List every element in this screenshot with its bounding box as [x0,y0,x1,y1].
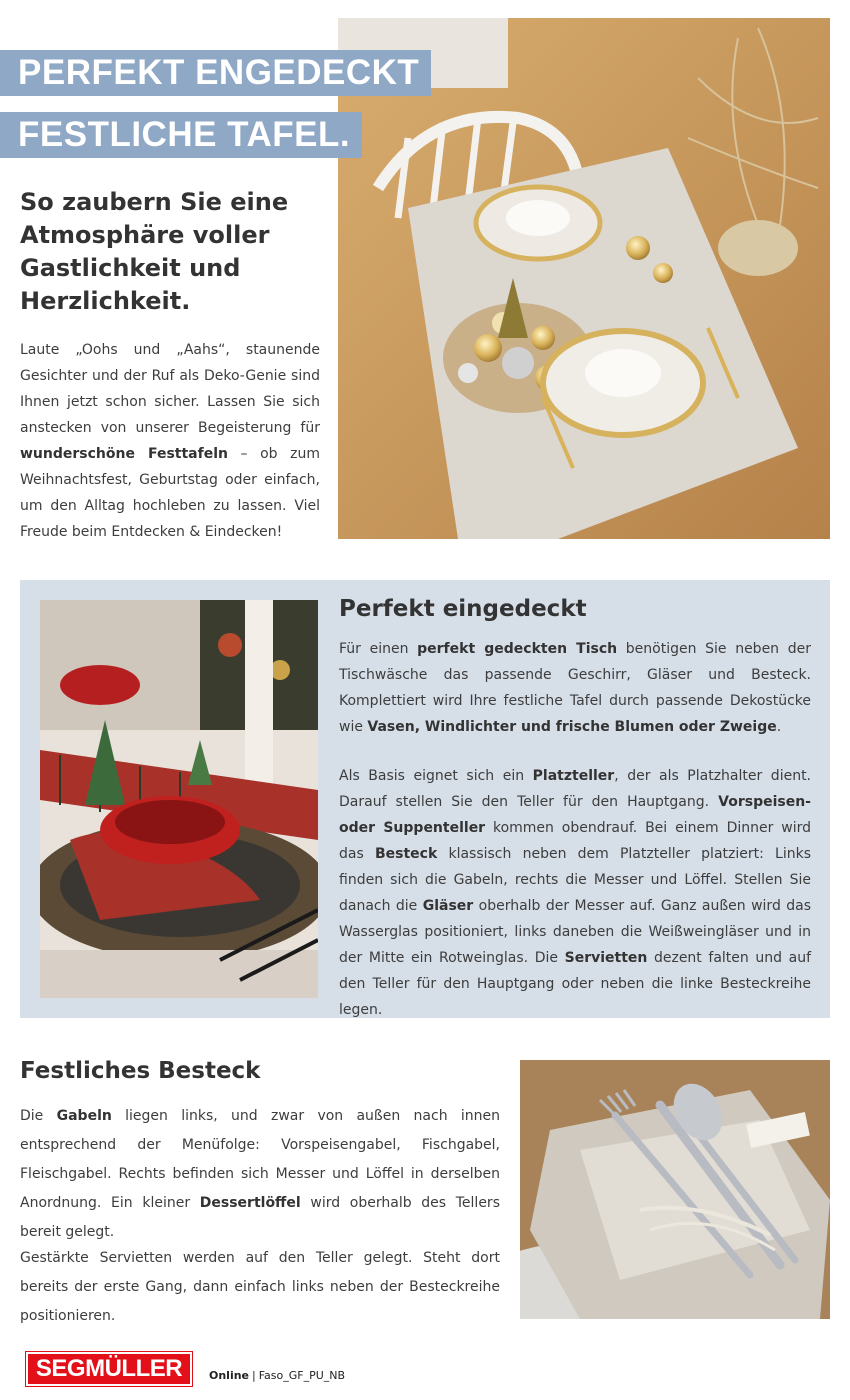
section2-heading: Perfekt eingedeckt [339,596,587,622]
bold-phrase: Vasen, Windlichter und frische Blumen oder Zweige [367,719,777,735]
headline-line-2: FESTLICHE TAFEL. [18,115,351,154]
bold-phrase: Besteck [374,846,438,862]
text-run: oberhalb der Messer auf. Ganz außen wird das Wasserglas positioniert, links daneben die Weißweingläser und in der Mitte ein Rotweinglas. Die [339,898,812,966]
intro-text-b: – ob zum Weihnachtsfest, Geburtstag oder einfach, um den Alltag hochleben zu lassen. Viel Freude beim Entdecken & Eindecken! [20,446,320,540]
intro-text-a: Laute „Oohs und „Aahs“, staunende Gesichter und der Ruf als Deko-Genie sind Ihnen jetzt schon sicher. Lassen Sie sich anstecken von unserer Begeisterung für [20,342,320,436]
table-setting-illustration [338,18,830,539]
segmueller-logo: SEGMÜLLER [26,1352,192,1386]
section2-paragraph-2 [339,763,811,1023]
text-run: Die [20,1108,57,1124]
footer-info [209,1369,345,1382]
headline-line-1: PERFEKT ENGEDECKT [18,53,420,92]
text-run: wird oberhalb des Tellers bereit gelegt. [20,1195,500,1240]
cutlery-photo [520,1060,830,1319]
bold-phrase: Gläser [422,898,474,914]
cutlery-illustration [520,1060,830,1319]
text-run: , der als Platzhalter dient. Darauf stellen Sie den Teller für den Hauptgang. [339,768,812,810]
text-run: Als Basis eignet sich ein [339,768,533,784]
bold-phrase: Platzteller [532,768,615,784]
section3-paragraph-1 [20,1102,500,1247]
section2-paragraph-1 [339,636,811,740]
footer-separator: | [252,1369,256,1382]
text-run: dezent falten und auf den Teller für den Hauptgang oder neben die linke Besteckreihe legen. [339,950,812,1018]
headline-banner-2 [0,112,362,158]
text-run: . [776,719,782,735]
red-dinnerware-illustration [40,600,318,998]
text-run: Für einen [339,641,418,657]
text-run: liegen links, und zwar von außen nach innen entsprechend der Menüfolge: Vorspeisengabel, Fischgabel, Fleischgabel. Rechts befinden sich Messer und Löffel in derselben Anordnung. Ein kleiner [20,1108,501,1211]
footer-code: Faso_GF_PU_NB [258,1369,346,1382]
headline-banner-1 [0,50,431,96]
bold-phrase: perfekt gedeckten Tisch [417,641,618,657]
intro-paragraph [20,337,320,545]
text-run: klassisch neben dem Platzteller platziert: Links finden sich die Gabeln, rechts die Messer und Löffel. Stellen Sie danach die [339,846,811,914]
red-dinnerware-photo [40,600,318,998]
footer-channel: Online [209,1369,250,1382]
section3-heading: Festliches Besteck [20,1058,261,1084]
bold-phrase: Servietten [564,950,648,966]
bold-phrase: Gabeln [56,1108,112,1124]
text-run: kommen obendrauf. Bei einem Dinner wird das [339,820,811,862]
intro-heading: So zaubern Sie eine Atmosphäre voller Gastlichkeit und Herzlichkeit. [20,188,289,315]
intro-text-bold: wunderschöne Festtafeln [20,446,228,462]
section3-paragraph-2 [20,1244,500,1331]
text-run: benötigen Sie neben der Tischwäsche das passende Geschirr, Gläser und Besteck. Komplettiert wird Ihre festliche Tafel durch passende Dekostücke wie [339,641,811,735]
bold-phrase: Vorspeisen- oder Suppenteller [339,794,811,836]
text-run: Gestärkte Servietten werden auf den Teller gelegt. Steht dort bereits der erste Gang, dann einfach links neben der Besteckreihe positionieren. [20,1250,500,1324]
bold-phrase: Dessertlöffel [199,1195,301,1211]
table-setting-photo [338,18,830,539]
